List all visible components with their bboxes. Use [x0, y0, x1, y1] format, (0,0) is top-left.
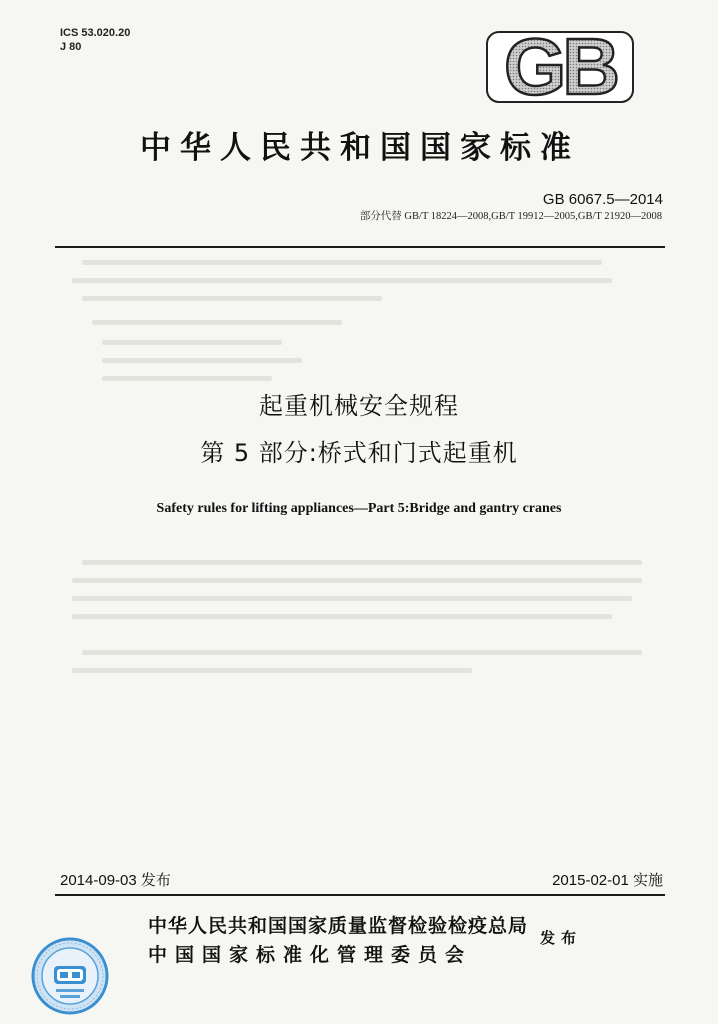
- classification-codes: [60, 26, 130, 54]
- standard-number: GB 6067.5—2014: [542, 191, 663, 208]
- ccs-code: J 80: [60, 41, 82, 53]
- issue-date: 2014-09-03 发布: [60, 872, 171, 889]
- issuer-sac: 中国国家标准化管理委员会: [148, 944, 473, 966]
- title-chinese-line2: 第 5 部分:桥式和门式起重机: [200, 439, 518, 467]
- gb-logo: [485, 30, 635, 104]
- replaces-note: 部分代替 GB/T 18224—2008,GB/T 19912—2005,GB/T 21920—2008: [359, 211, 662, 222]
- publish-label: 发布: [540, 929, 583, 947]
- anti-counterfeit-seal: [30, 936, 110, 1016]
- national-standard-title: 中华人民共和国国家标准: [140, 130, 580, 166]
- implementation-date: 2015-02-01 实施: [552, 872, 663, 889]
- ics-code: ICS 53.020.20: [60, 27, 131, 39]
- title-english: Safety rules for lifting appliances—Part 5:Bridge and gantry cranes: [156, 501, 562, 516]
- footer-rule: [55, 894, 665, 896]
- issuer-aqsiq: 中华人民共和国国家质量监督检验检疫总局: [148, 915, 529, 937]
- title-chinese-line1: 起重机械安全规程: [259, 392, 459, 420]
- gb-logo-text: GB: [504, 30, 616, 104]
